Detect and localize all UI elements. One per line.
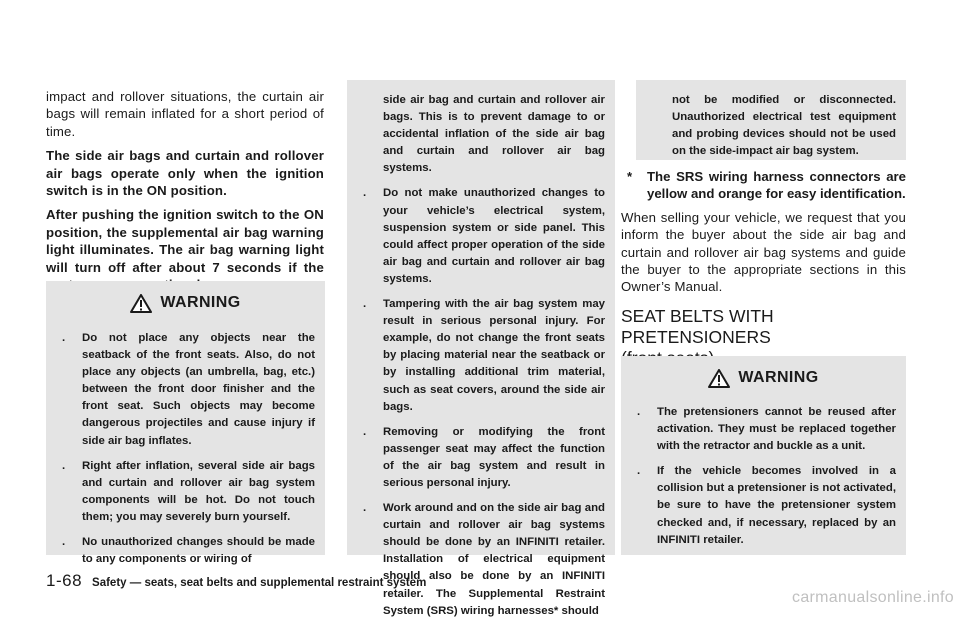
warning-box-1 [46,281,325,566]
list-item: . Right after inflation, several side air bags and curtain and rollover air bag system components will be hot. Do not touch them; you may severely burn yourself. [62,459,315,523]
list-item: . Tampering with the air bag system may result in serious personal injury. For example, do not change the front seats by placing material near the seatback or by installing additional trim material, such as seat covers, around the side air bags. [363,298,605,413]
footnote-srs-connectors: * The SRS wiring harness connectors are yellow and orange for easy identification. [627,169,906,202]
section-title: Safety — seats, seat belts and supplemental restraint system [92,577,427,589]
list-item: . Work around and on the side air bag and curtain and rollover air bag systems should be done by an INFINITI retailer. Installation of electrical equipment should also be done by an INFINITI retailer. The Supplemental Restraint System (SRS) wiring harnesses* should [363,502,605,617]
list-item: . No unauthorized changes should be made to any components or wiring of [62,536,315,566]
paragraph-selling-vehicle: When selling your vehicle, we request that you inform the buyer about the side air bag and curtain and rollover air bag systems and guide the buyer to the appropriate sections in this Owner’s Manual. [621,209,906,295]
warning-triangle-icon [130,294,152,313]
warning-box-continued [347,80,615,617]
list-item: . Do not make unauthorized changes to your vehicle’s electrical system, suspension system or side panel. This could affect proper operation of the side air bag and curtain and rollover air bag systems. [363,187,605,285]
warning-header [46,285,325,321]
page-footer [46,571,426,591]
column-1 [46,88,324,300]
list-item: . The pretensioners cannot be reused after activation. They must be replaced together with the retractor and buckle as a unit. [637,406,896,453]
warning-box-continued-2 [636,80,906,160]
warning-box-2 [621,356,906,555]
warning-title: WARNING [738,369,819,386]
list-item: . If the vehicle becomes involved in a collision but a pretensioner is not activated, be sure to have the pretensioner system checked and, if necessary, replaced by an INFINITI retailer. [637,465,896,546]
list-item: . Do not place any objects near the seatback of the front seats. Also, do not place any objects (an umbrella, bag, etc.) between the front door finisher and the front seat. Such objects may become dangerous projectiles and cause injury if side air bag inflates. [62,332,315,447]
page-number: 1-68 [46,571,83,590]
column-3 [621,168,906,369]
paragraph-ignition: The side air bags and curtain and rollover air bags operate only when the ignition switch is in the ON position. [46,148,324,199]
paragraph-rollover: impact and rollover situations, the curtain air bags will remain inflated for a short period of time. [46,89,324,139]
paragraph-warning-light: After pushing the ignition switch to the ON position, the supplemental air bag warning light illuminates. The air bag warning light will turn off after about 7 seconds if the [46,207,324,275]
warning-header [621,360,906,396]
list-item: . Removing or modifying the front passenger seat may affect the function of the air bag system and result in serious personal injury. [363,425,605,489]
list-item-continued: side air bag and curtain and rollover air bags. This is to prevent damage to or accidental inflation of the side air bag and curtain and rollover air bag systems. [383,94,605,175]
watermark: carmanualsonline.info [792,589,954,606]
section-heading: SEAT BELTS WITH PRETENSIONERS [621,305,774,347]
warning-triangle-icon [708,369,730,388]
list-item-continued: not be modified or disconnected. Unauthorized electrical test equipment and probing devices should not be used on the side-impact air bag system. [672,94,896,158]
warning-title: WARNING [160,294,241,311]
